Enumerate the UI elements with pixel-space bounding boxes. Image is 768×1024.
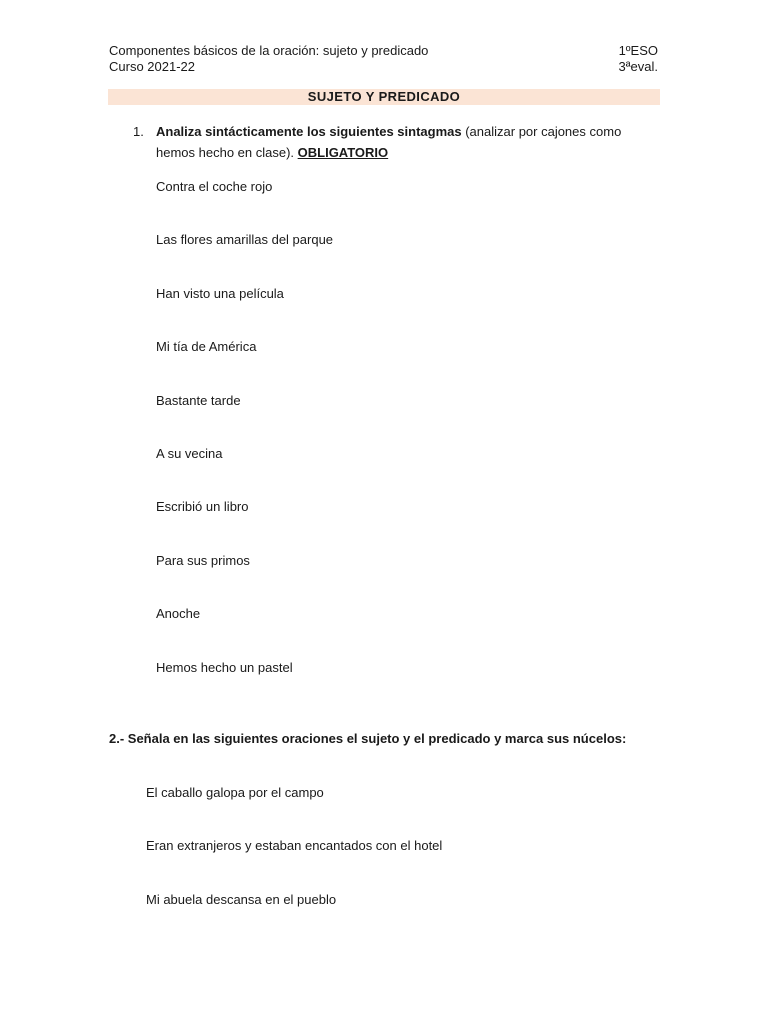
phrase-item: Hemos hecho un pastel [156, 659, 293, 675]
header-right [618, 43, 658, 75]
header-grade: 1ºESO [618, 43, 658, 58]
phrase-item: Han visto una película [156, 285, 284, 301]
question-1 [133, 121, 653, 163]
question-1-bold-text: Analiza sintácticamente los siguientes sintagmas [156, 124, 462, 139]
question-1-emphasis: OBLIGATORIO [297, 145, 389, 160]
sentence-item: Mi abuela descansa en el pueblo [146, 891, 337, 907]
sentence-item: El caballo galopa por el campo [146, 785, 324, 800]
question-1-instruction [156, 121, 653, 163]
header-subject: Componentes básicos de la oración: sujeto y predicado [109, 43, 429, 58]
header-evaluation: 3ªeval. [618, 59, 658, 74]
question-2-instruction: 2.- Señala en las siguientes oraciones el sujeto y el predicado y marca sus núcelos: [109, 731, 627, 746]
phrase-item: Contra el coche rojo [156, 179, 273, 194]
phrase-item: Anoche [156, 606, 201, 622]
sentence-list [146, 783, 442, 943]
header-course: Curso 2021-22 [109, 59, 195, 74]
phrase-list [156, 177, 333, 711]
phrase-item: Para sus primos [156, 552, 250, 568]
phrase-item: Escribió un libro [156, 499, 249, 515]
question-1-number: 1. [133, 124, 144, 139]
header-left [109, 43, 428, 75]
phrase-item: Bastante tarde [156, 392, 241, 408]
phrase-item: A su vecina [156, 445, 223, 461]
page-title: SUJETO Y PREDICADO [108, 89, 660, 105]
phrase-item: Mi tía de América [156, 339, 257, 355]
sentence-item: Eran extranjeros y estaban encantados con el hotel [146, 838, 443, 854]
phrase-item: Las flores amarillas del parque [156, 232, 334, 248]
question-1-normal-text: (analizar por cajones como hemos hecho en clase). [156, 124, 622, 160]
